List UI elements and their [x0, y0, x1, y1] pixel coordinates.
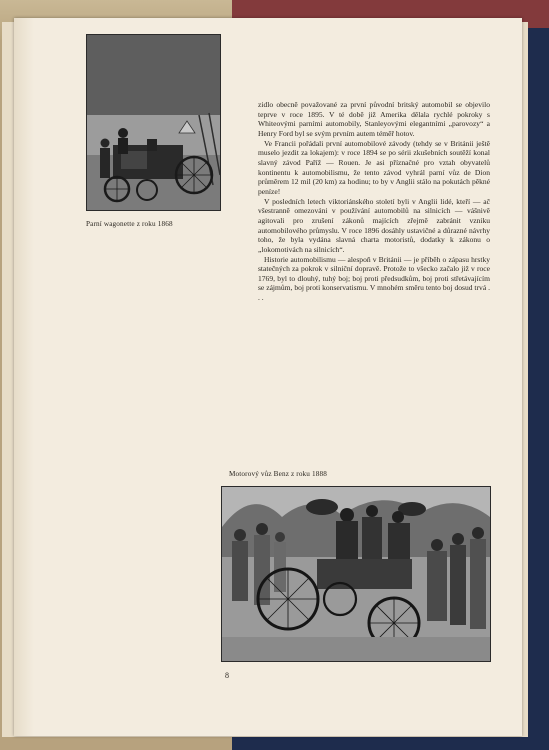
steam-wagonette-caption: Parní wagonette z roku 1868: [86, 220, 173, 228]
article-body: [258, 100, 490, 303]
steam-wagonette-photo: [86, 34, 221, 211]
benz-car-caption: Motorový vůz Benz z roku 1888: [229, 470, 327, 478]
paragraph: Ve Francii pořádali první automobilové závody (tehdy se v Británii ještě muselo jezdit za lokajem): v roce 1894 se po sérii zkušebních soutěží konal slavný závod Paříž — Rouen. Je asi příznačné pro vztah obyvatelů kontinentu k automobilismu, že tento závod vyhrál parní vůz de Dion průměrem 12 mil (20 km) za hodinu; to by v Anglii stálo na pokutách pěkné peníze!: [258, 138, 490, 196]
paragraph: V posledních letech viktoriánského století byli v Anglii lidé, kteří — ač všestranně omezováni v používání automobilů na silnicích — vášnivě agitovali pro zrušení zákonů majících zřejmě zabránit vzniku automobilového průmyslu. V roce 1896 dosáhly ustavičné a důrazné návrhy toho, že byla vydána slavná charta motoristů, dodatky k zákonu o „lokomotivách na silnicích“.: [258, 196, 490, 254]
benz-car-engraving: [221, 486, 491, 662]
paragraph: Historie automobilismu — alespoň v Británii — je příběh o zápasu hrstky statečných za pokrok v silniční dopravě. Protože to všecko začalo již v roce 1769, byl to dlouhý, tuhý boj; boj proti předsudkům, boj proti střetávajícím se zájmům, boj proti konservatismu. V mnohém směru tento boj dosud trvá . . .: [258, 254, 490, 303]
page-gutter: [14, 18, 34, 736]
paragraph: zidlo obecně považované za první původní britský automobil se objevilo teprve v roce 1895. V té době již Amerika dělala rychlé pokroky s Whiteovými parními automobily, Stanleyovými elegantními „parovozy“ a Henry Ford byl se svým prvním autem téměř hotov.: [258, 100, 490, 138]
page-number: 8: [225, 671, 229, 680]
